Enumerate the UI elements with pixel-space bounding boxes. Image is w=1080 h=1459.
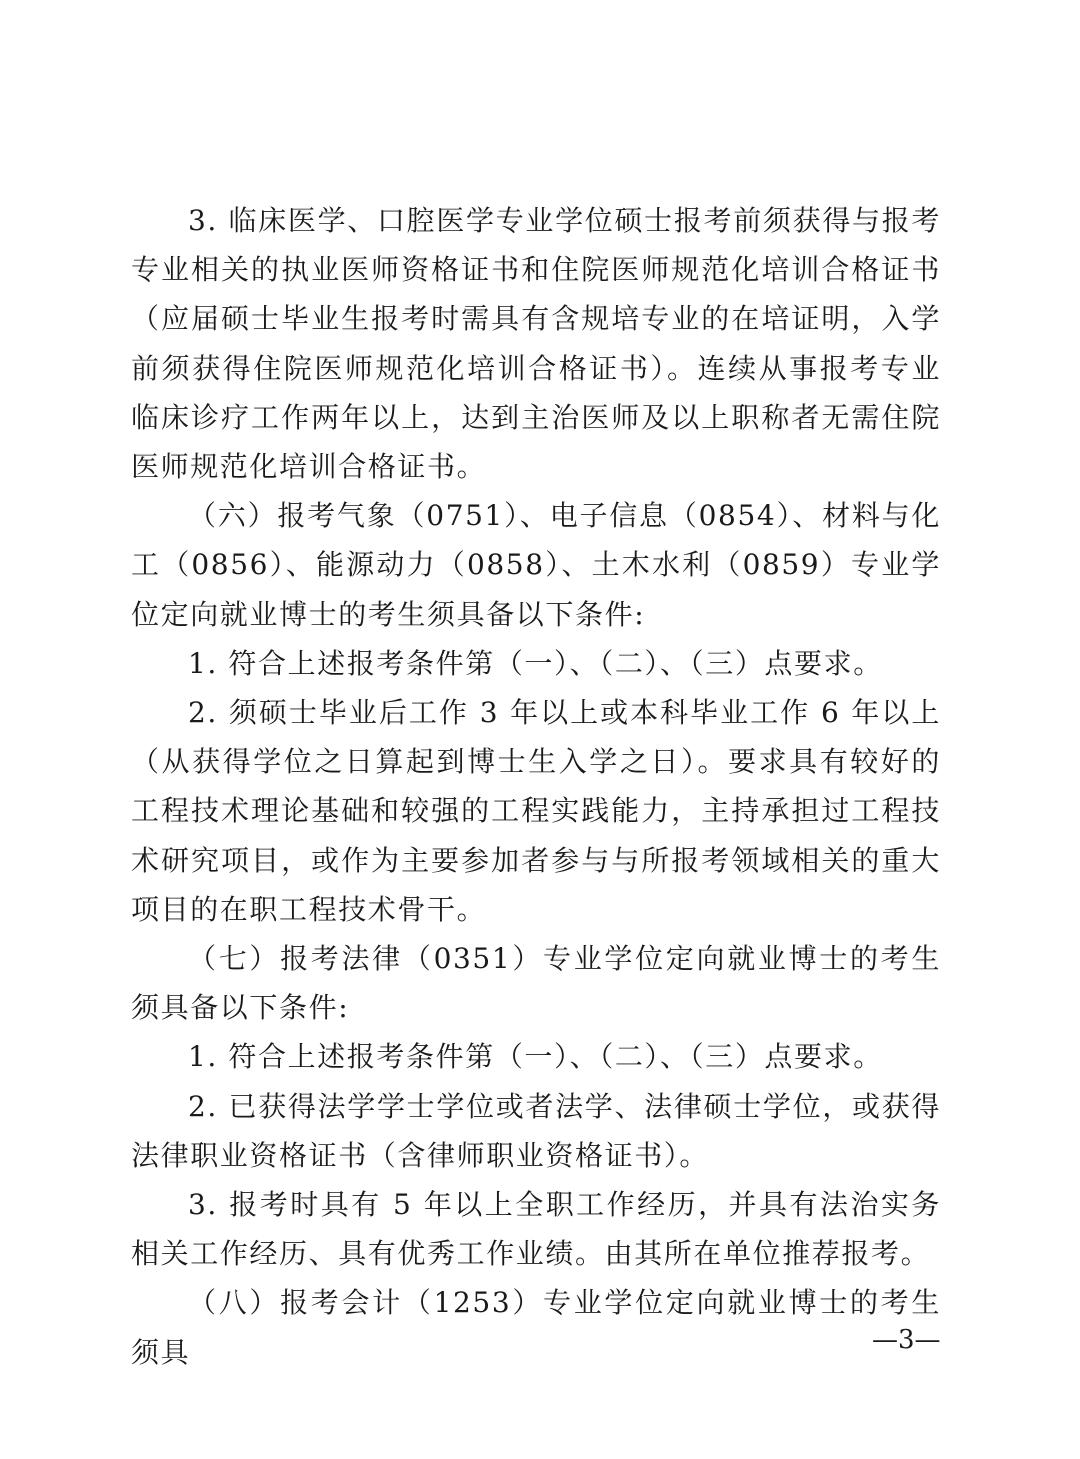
paragraph-section-eight-heading: （八）报考会计（1253）专业学位定向就业博士的考生须具: [131, 1286, 941, 1369]
paragraph-section-seven-heading: （七）报考法律（0351）专业学位定向就业博士的考生须具备以下条件:: [131, 942, 941, 1025]
paragraph-clinical-medicine-requirement: 3. 临床医学、口腔医学专业学位硕士报考前须获得与报考专业相关的执业医师资格证书和住院医师规范化培训合格证书（应届硕士毕业生报考时需具有含规培专业的在培证明，入学前须获得住院医师规范化培训合格证书）。连续从事报考专业临床诊疗工作两年以上，达到主治医师及以上职称者无需住院医师规范化培训合格证书。: [131, 204, 941, 484]
paragraph-section-seven-item-3: 3. 报考时具有 5 年以上全职工作经历，并具有法治实务相关工作经历、具有优秀工作业绩。由其所在单位推荐报考。: [131, 1188, 941, 1271]
page-number: —3—: [872, 1325, 941, 1355]
paragraph-section-seven-item-2: 2. 已获得法学学士学位或者法学、法律硕士学位，或获得法律职业资格证书（含律师职业资格证书）。: [131, 1089, 941, 1172]
paragraph-section-six-heading: （六）报考气象（0751）、电子信息（0854）、材料与化工（0856）、能源动力（0858）、土木水利（0859）专业学位定向就业博士的考生须具备以下条件:: [131, 499, 941, 631]
paragraph-section-six-item-2: 2. 须硕士毕业后工作 3 年以上或本科毕业工作 6 年以上（从获得学位之日算起到博士生入学之日）。要求具有较好的工程技术理论基础和较强的工程实践能力，主持承担过工程技术研究项目，或作为主要参加者参与与所报考领域相关的重大项目的在职工程技术骨干。: [131, 696, 941, 926]
paragraph-section-six-item-1: 1. 符合上述报考条件第（一）、（二）、（三）点要求。: [188, 646, 883, 680]
document-body: [131, 196, 941, 1377]
paragraph-section-seven-item-1: 1. 符合上述报考条件第（一）、（二）、（三）点要求。: [188, 1040, 883, 1074]
